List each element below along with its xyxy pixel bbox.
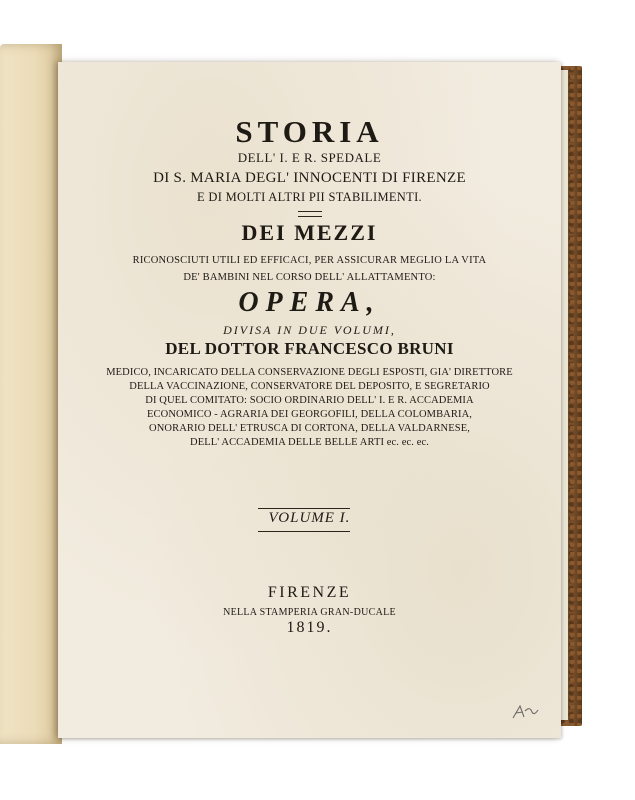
subtitle-line-1: DELL' I. E R. SPEDALE [237,150,382,165]
author-bio-line: DI QUEL COMITATO: SOCIO ORDINARIO DELL' I. E R. ACCADEMIA [145,395,474,406]
flyleaf-page [0,44,62,744]
imprint-city: FIRENZE [267,584,352,601]
author-bio-line: DELLA VACCINAZIONE, CONSERVATORE DEL DEPOSITO, E SEGRETARIO [129,381,490,392]
section-line-2: DE' BAMBINI NEL CORSO DELL' ALLATTAMENTO: [183,272,436,283]
author-bio-line: ONORARIO DELL' ETRUSCA DI CORTONA, DELLA VALDARNESE, [149,423,470,434]
author-bio-line: DELL' ACCADEMIA DELLE BELLE ARTI ec. ec. ec. [190,437,429,448]
section-line-1: RICONOSCIUTI UTILI ED EFFICACI, PER ASSICURAR MEGLIO LA VITA [132,255,487,266]
author-name: DEL DOTTOR FRANCESCO BRUNI [165,339,454,358]
work-label: OPERA, [238,287,381,318]
title-page [58,62,561,738]
volume-label: VOLUME I. [268,510,351,526]
book-title: STORIA [235,114,384,149]
volumes-note: DIVISA IN DUE VOLUMI, [223,323,396,337]
author-bio-line: MEDICO, INCARICATO DELLA CONSERVAZIONE DEGLI ESPOSTI, GIA' DIRETTORE [106,367,513,378]
subtitle-line-2: DI S. MARIA DEGL' INNOCENTI DI FIRENZE [153,170,466,186]
imprint-printer: NELLA STAMPERIA GRAN-DUCALE [223,607,396,618]
author-bio-line: ECONOMICO - AGRARIA DEI GEORGOFILI, DELLA COLOMBARIA, [147,409,472,420]
section-title: DEI MEZZI [241,220,378,245]
volume-rule-top [258,508,350,509]
subtitle-line-3: E DI MOLTI ALTRI PII STABILIMENTI. [197,190,422,204]
pencil-annotation-mark [510,702,540,722]
volume-rule-bottom [258,531,350,532]
imprint-year: 1819. [286,619,333,636]
double-rule-divider [298,211,322,217]
